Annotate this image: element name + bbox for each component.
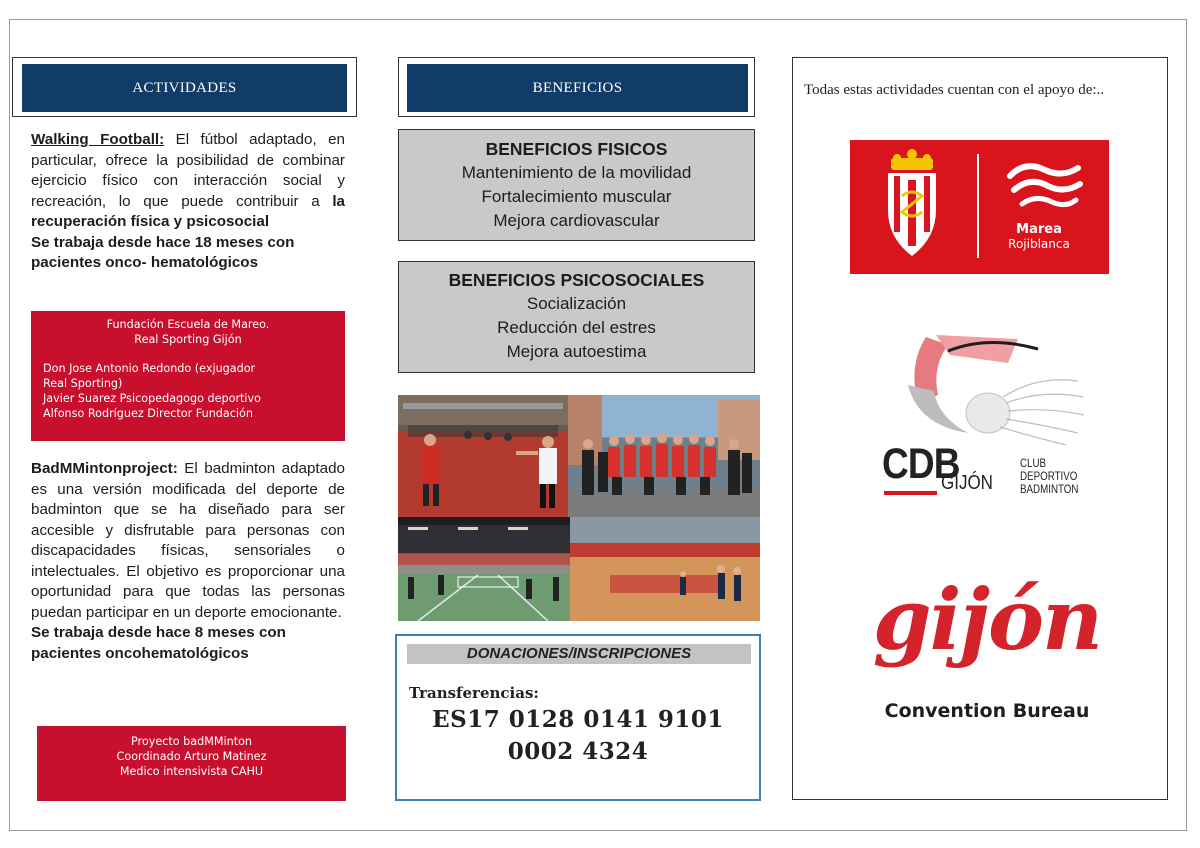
iban-line-1: ES17 0128 0141 9101: [432, 706, 724, 733]
walking-football-title: Walking Football:: [31, 131, 165, 148]
photo-sports-arena: [570, 517, 760, 621]
activity-photo-collage: [398, 395, 760, 621]
photo-players-figures: [398, 395, 568, 517]
beneficios-fisicos-item: Fortalecimiento muscular: [481, 187, 672, 206]
beneficios-psicosociales-item: Reducción del estres: [497, 318, 656, 337]
sporting-marea-logo: [850, 140, 1109, 274]
donaciones-title: DONACIONES/INSCRIPCIONES: [407, 644, 751, 664]
fundacion-line-1: Fundación Escuela de Mareo.: [106, 318, 270, 331]
transferencias-label: Transferencias:: [409, 684, 539, 702]
cdb-red-underline: [884, 491, 937, 495]
cdb-main-text: CDB: [882, 440, 960, 488]
photo-walking-football-indoor: [398, 395, 568, 517]
donaciones-box: [395, 634, 761, 801]
proyecto-line-1: Proyecto badMMinton: [130, 735, 253, 748]
walking-football-paragraph: [31, 130, 345, 274]
cdb-club-text: [1020, 458, 1078, 497]
marea-rojiblanca-text: [984, 222, 1094, 251]
beneficios-fisicos-box: [398, 129, 755, 241]
walking-football-bold: la recuperación física y psicosocial: [31, 192, 345, 230]
badminton-paragraph: [31, 459, 345, 664]
walking-football-duration: Se trabaja desde hace 18 meses con pacientes onco- hematológicos: [31, 233, 295, 271]
walking-football-text: El fútbol adaptado, en particular, ofrece la posibilidad de combinar ejercicio físico con interacción social y recreación, lo que puede contribuir a: [31, 131, 345, 210]
marea-line-1: Marea: [1016, 222, 1062, 237]
fundacion-line-2: Real Sporting Gijón: [134, 333, 242, 346]
cdb-club-line-2: DEPORTIVO: [1020, 471, 1078, 483]
photo-team-group: [568, 395, 760, 517]
gijon-word: gijón: [872, 570, 1102, 669]
fundacion-line-6: Alfonso Rodríguez Director Fundación: [43, 407, 253, 420]
fundacion-line-4: Real Sporting): [43, 377, 123, 390]
cdb-city-text: GIJÓN: [941, 472, 993, 494]
beneficios-psicosociales-item: Socialización: [526, 294, 627, 313]
photo-badminton-hall: [398, 517, 570, 621]
convention-bureau-text: Convention Bureau: [884, 700, 1090, 722]
fundacion-credits-box: [31, 311, 345, 441]
photo-arena-figures: [570, 517, 760, 621]
fundacion-line-3: Don Jose Antonio Redondo (exjugador: [43, 362, 256, 375]
badminton-duration: Se trabaja desde hace 8 meses con pacientes oncohematológicos: [31, 624, 286, 662]
beneficios-fisicos-title: BENEFICIOS FISICOS: [485, 139, 668, 159]
apoyo-text: Todas estas actividades cuentan con el apoyo de:..: [804, 82, 1105, 98]
beneficios-fisicos-item: Mejora cardiovascular: [493, 211, 660, 230]
marea-line-2: Rojiblanca: [1008, 237, 1070, 251]
beneficios-header: BENEFICIOS: [407, 64, 748, 112]
badminton-text: El badminton adaptado es una versión modificada del deporte de badminton que se ha diseñado para ser accesible y disfrutable para personas con discapacidades físicas, sensoriales o intelectuales. El objetivo es proporcionar una oportunidad para que todas las personas puedan participar en un deporte emocionante.: [31, 460, 345, 621]
proyecto-credits-box: [37, 726, 346, 801]
cdb-club-line-1: CLUB: [1020, 458, 1047, 470]
proyecto-line-2: Coordinado Arturo Matinez: [116, 750, 267, 763]
fundacion-line-5: Javier Suarez Psicopedagogo deportivo: [43, 392, 261, 405]
proyecto-line-3: Medico intensivista CAHU: [119, 765, 264, 778]
marea-wave-icon: [1000, 154, 1090, 224]
iban-line-2: 0002 4324: [507, 738, 649, 765]
beneficios-psicosociales-title: BENEFICIOS PSICOSOCIALES: [448, 270, 705, 290]
gijon-convention-logo: [862, 565, 1112, 690]
photo-team-figures: [568, 395, 760, 517]
beneficios-fisicos-item: Mantenimiento de la movilidad: [461, 163, 692, 182]
badminton-title: BadMMintonproject:: [31, 460, 178, 477]
actividades-header: ACTIVIDADES: [22, 64, 347, 112]
cdb-club-line-3: BADMINTON: [1020, 484, 1079, 496]
photo-hall-figures: [398, 517, 570, 621]
beneficios-psicosociales-item: Mejora autoestima: [506, 342, 647, 361]
cdb-shuttlecock-icon: [878, 325, 1093, 445]
beneficios-psicosociales-box: [398, 261, 755, 373]
